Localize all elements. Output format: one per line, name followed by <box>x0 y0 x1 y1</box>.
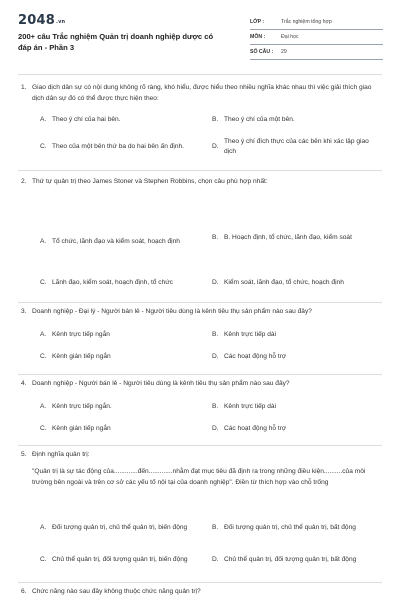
divider <box>18 374 382 375</box>
option-d[interactable] <box>212 549 376 571</box>
option-letter: C. <box>40 555 47 563</box>
meta-value: Trắc nghiệm tổng hợp <box>281 19 332 25</box>
question-number: 1. <box>21 84 27 91</box>
logo-tld: .vn <box>55 19 66 25</box>
option-letter: C. <box>40 279 47 287</box>
option-text: Tổ chức, lãnh đạo và kiểm soát, hoạch định <box>52 237 180 245</box>
option-text: Theo ý chí đích thực của các bên khi xác lập giao dịch <box>224 137 369 155</box>
question-number: 6. <box>21 588 27 595</box>
option-d[interactable] <box>212 136 380 158</box>
option-text: Đối tượng quản trị, chủ thể quản trị, biến động <box>52 523 188 531</box>
meta-row-subject <box>250 30 383 45</box>
option-letter: C. <box>40 425 47 433</box>
question-text <box>21 379 383 390</box>
question-text <box>21 450 383 461</box>
divider <box>18 302 382 303</box>
question-text <box>21 83 383 104</box>
option-a[interactable] <box>40 115 202 126</box>
meta-key: SỐ CÂU : <box>250 49 274 55</box>
option-text: Chủ thể quản trị, đối tượng quản trị, bất động <box>224 555 357 563</box>
option-letter: D. <box>212 279 219 287</box>
option-text: Kênh trực tiếp dài <box>224 331 277 339</box>
option-letter: B. <box>212 403 219 411</box>
question-number: 2. <box>21 178 27 185</box>
meta-value: 29 <box>281 49 287 55</box>
meta-row-count <box>250 45 383 60</box>
option-d[interactable] <box>212 278 386 289</box>
meta-value: Đại học <box>281 34 299 40</box>
option-text: Kiểm soát, lãnh đạo, tổ chức, hoạch định <box>224 279 344 287</box>
option-text: Các hoạt động hỗ trợ <box>224 353 287 361</box>
question-body: Định nghĩa quản trị: <box>32 451 90 458</box>
option-letter: B. <box>212 233 219 241</box>
option-c[interactable] <box>40 549 200 571</box>
option-text: Kênh trực tiếp ngắn. <box>52 403 112 411</box>
option-letter: D. <box>212 142 219 150</box>
question-body: Giao dịch dân sự có nội dung không rõ ràng, khó hiểu, được hiểu theo nhiều nghĩa khác nhau thì việc giải thích giao dịch dân sự đó có thể được thực hiện theo: <box>32 84 372 102</box>
question-text <box>21 587 383 598</box>
option-letter: D. <box>212 425 219 433</box>
question-body: Chức năng nào sau đây không thuộc chức năng quản trị? <box>32 588 201 595</box>
option-text: Các hoạt động hỗ trợ <box>224 425 287 433</box>
question-body: Doanh nghiệp - Đại lý - Người bán lẻ - Người tiêu dùng là kênh tiêu thụ sản phẩm nào sau đây? <box>32 308 312 315</box>
option-letter: D. <box>212 555 219 563</box>
option-letter: A. <box>40 116 47 124</box>
option-letter: B. <box>212 116 219 124</box>
document-title: 200+ câu Trắc nghiệm Quản trị doanh nghiệp dược có đáp án - Phần 3 <box>18 32 214 52</box>
option-text: Lãnh đạo, kiểm soát, hoạch định, tổ chức <box>52 279 173 287</box>
option-b[interactable] <box>212 402 374 413</box>
divider <box>18 445 382 446</box>
meta-row-class <box>250 15 383 30</box>
option-text: Đối tượng quản trị, chủ thể quản trị, bất động <box>224 523 356 531</box>
option-c[interactable] <box>40 352 202 363</box>
option-text: Theo ý chí của hai bên. <box>52 116 121 124</box>
divider <box>18 74 382 75</box>
divider <box>18 582 382 583</box>
option-b[interactable] <box>212 115 384 126</box>
meta-key: MÔN : <box>250 34 266 40</box>
site-logo[interactable] <box>18 13 65 28</box>
option-letter: A. <box>40 523 47 531</box>
option-text: Chủ thể quản trị, đối tượng quản trị, biến động <box>52 555 188 563</box>
question-text <box>21 307 383 318</box>
option-a[interactable] <box>40 517 200 539</box>
option-c[interactable] <box>40 424 202 435</box>
option-text: Theo ý chí của một bên. <box>224 116 295 124</box>
option-c[interactable] <box>40 278 217 289</box>
option-letter: D. <box>212 353 219 361</box>
question-prompt: "Quản trị là sự tác động của.............đến.............nhằm đạt mục tiêu đã định ra trong những điều kiện..........của môi trường bên ngoài và trên cơ sở các yếu tố nội tại của doanh nghiệp". Điền từ thích hợp vào chỗ trống <box>32 468 366 486</box>
option-text: Theo của một bên thứ ba do hai bên ấn định. <box>52 142 184 150</box>
question-number: 3. <box>21 308 27 315</box>
option-b[interactable] <box>212 227 380 249</box>
question-body: Thứ tự quản trị theo James Stoner và Stephen Robbins, chọn câu phù hợp nhất: <box>32 178 268 185</box>
question-text <box>21 177 383 188</box>
option-c[interactable] <box>40 136 197 158</box>
question-body: Doanh nghiệp - Người bán lẻ - Người tiêu dùng là kênh tiêu thụ sản phẩm nào sau đây? <box>32 380 290 387</box>
option-text: Kênh trực tiếp ngắn <box>52 331 110 339</box>
option-a[interactable] <box>40 231 197 253</box>
option-letter: A. <box>40 403 47 411</box>
page-header <box>0 0 400 62</box>
divider <box>18 170 382 171</box>
option-text: Kênh gián tiếp ngắn <box>52 353 111 361</box>
logo-text: 2048 <box>18 13 55 28</box>
option-letter: B. <box>212 331 219 339</box>
meta-key: LỚP : <box>250 19 265 25</box>
option-b[interactable] <box>212 330 374 341</box>
document-meta <box>250 15 383 60</box>
option-letter: A. <box>40 331 47 339</box>
option-letter: B. <box>212 523 219 531</box>
option-letter: C. <box>40 353 47 361</box>
option-d[interactable] <box>212 352 374 363</box>
option-letter: A. <box>40 237 47 245</box>
question-number: 5. <box>21 451 27 458</box>
question-number: 4. <box>21 380 27 387</box>
option-text: Kênh gián tiếp ngắn <box>52 425 111 433</box>
option-a[interactable] <box>40 330 202 341</box>
option-text: B. Hoạch định, tổ chức, lãnh đạo, kiểm soát <box>224 233 352 241</box>
option-a[interactable] <box>40 402 202 413</box>
option-text: Kênh trực tiếp dài <box>224 403 277 411</box>
option-letter: C. <box>40 142 47 150</box>
option-b[interactable] <box>212 517 376 539</box>
option-d[interactable] <box>212 424 374 435</box>
